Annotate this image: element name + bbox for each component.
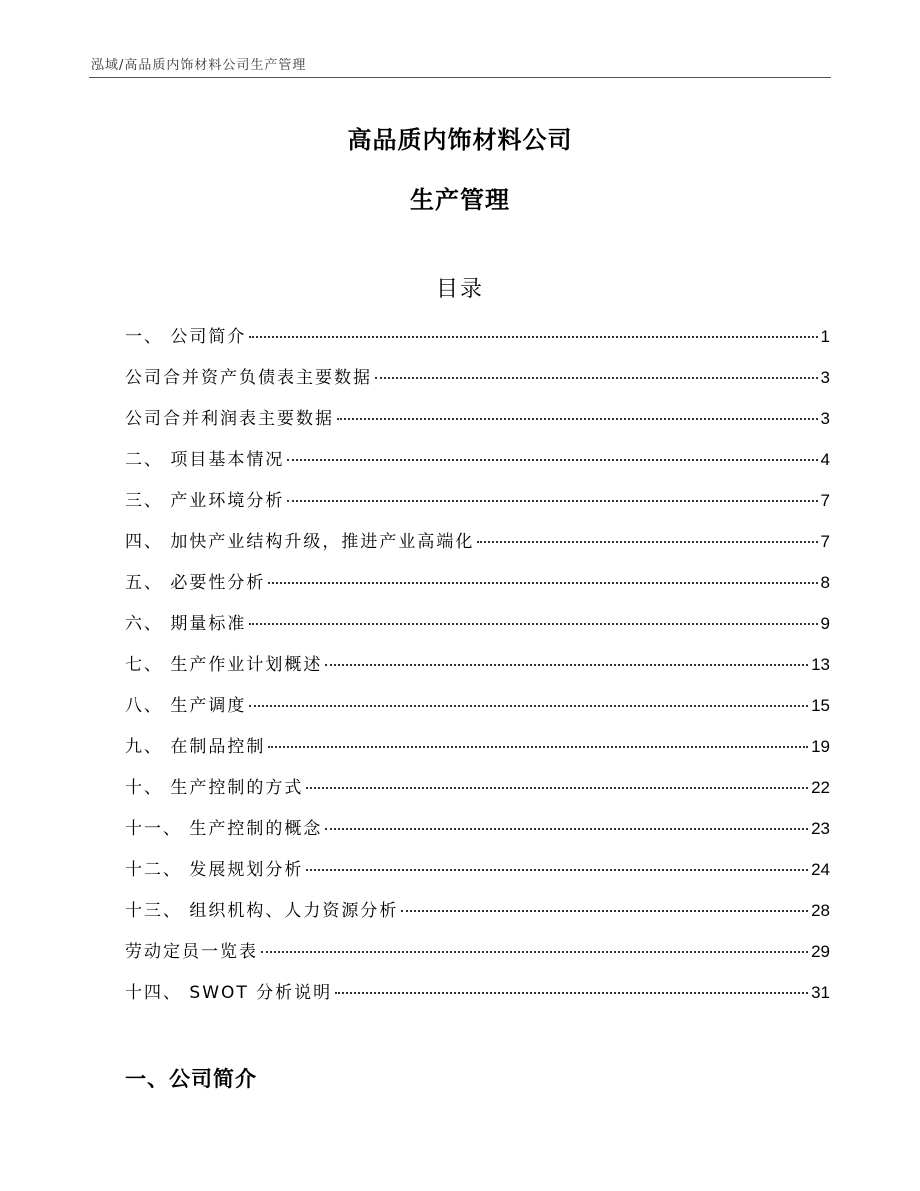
- toc-entry-label: 三、 产业环境分析: [125, 491, 285, 511]
- document-subtitle: 生产管理: [410, 186, 510, 214]
- toc-entry-label: 二、 项目基本情况: [125, 450, 285, 470]
- toc-leader-dots: [268, 582, 817, 584]
- toc-entry[interactable]: [125, 814, 830, 855]
- toc-entry-label: 五、 必要性分析: [125, 573, 266, 593]
- toc-entry-label: 八、 生产调度: [125, 696, 247, 716]
- toc-leader-dots: [337, 418, 818, 420]
- toc-leader-dots: [477, 541, 817, 543]
- toc-entry-label: 公司合并利润表主要数据: [125, 409, 334, 429]
- toc-entry[interactable]: [125, 773, 830, 814]
- toc-entry-label: 十一、 生产控制的概念: [125, 819, 323, 839]
- toc-entry[interactable]: [125, 896, 830, 937]
- toc-entry-label: 公司合并资产负债表主要数据: [125, 368, 372, 388]
- toc-entry[interactable]: [125, 568, 830, 609]
- toc-entry[interactable]: [125, 486, 830, 527]
- toc-leader-dots: [268, 746, 808, 748]
- toc-leader-dots: [306, 787, 808, 789]
- toc-entry-page: 8: [820, 573, 830, 592]
- toc-entry-label: 十四、 SWOT 分析说明: [125, 983, 333, 1003]
- toc-entry-page: 31: [811, 983, 830, 1002]
- toc-entry-page: 7: [820, 532, 830, 551]
- toc-entry-page: 9: [820, 614, 830, 633]
- toc-entry[interactable]: [125, 978, 830, 1019]
- toc-entry-label: 劳动定员一览表: [125, 942, 258, 962]
- toc-entry[interactable]: [125, 322, 830, 363]
- toc-entry-page: 3: [820, 368, 830, 387]
- toc-leader-dots: [325, 828, 808, 830]
- toc-leader-dots: [261, 951, 808, 953]
- toc-entry[interactable]: [125, 732, 830, 773]
- toc-entry-label: 四、 加快产业结构升级，推进产业高端化: [125, 532, 475, 552]
- toc-entry-label: 九、 在制品控制: [125, 737, 266, 757]
- toc-leader-dots: [325, 664, 808, 666]
- toc-entry[interactable]: [125, 445, 830, 486]
- toc-entry-page: 22: [811, 778, 830, 797]
- toc-leader-dots: [249, 623, 817, 625]
- toc-entry[interactable]: [125, 363, 830, 404]
- toc-entry-page: 24: [811, 860, 830, 879]
- toc-entry[interactable]: [125, 855, 830, 896]
- toc-entry-page: 1: [820, 327, 830, 346]
- toc-leader-dots: [306, 869, 808, 871]
- toc-leader-dots: [287, 459, 817, 461]
- toc-leader-dots: [249, 336, 817, 338]
- toc-leader-dots: [249, 705, 808, 707]
- toc-entry-page: 29: [811, 942, 830, 961]
- running-header: 泓域/高品质内饰材料公司生产管理: [91, 58, 307, 73]
- toc-entry[interactable]: [125, 650, 830, 691]
- toc-entry[interactable]: [125, 404, 830, 445]
- toc-heading: 目录: [435, 277, 484, 302]
- table-of-contents: [125, 322, 830, 1019]
- toc-entry-page: 3: [820, 409, 830, 428]
- toc-leader-dots: [335, 992, 808, 994]
- toc-entry-page: 23: [811, 819, 830, 838]
- toc-entry-label: 十二、 发展规划分析: [125, 860, 304, 880]
- toc-entry-page: 7: [820, 491, 830, 510]
- toc-entry-page: 4: [820, 450, 830, 469]
- toc-entry[interactable]: [125, 691, 830, 732]
- toc-entry-label: 六、 期量标准: [125, 614, 247, 634]
- toc-leader-dots: [401, 910, 808, 912]
- toc-entry-label: 七、 生产作业计划概述: [125, 655, 323, 675]
- toc-leader-dots: [287, 500, 817, 502]
- toc-entry[interactable]: [125, 609, 830, 650]
- toc-entry-label: 十三、 组织机构、人力资源分析: [125, 901, 399, 921]
- toc-entry-page: 13: [811, 655, 830, 674]
- toc-leader-dots: [375, 377, 818, 379]
- toc-entry-page: 28: [811, 901, 830, 920]
- toc-entry-label: 一、 公司简介: [125, 327, 247, 347]
- toc-entry-page: 15: [811, 696, 830, 715]
- toc-entry[interactable]: [125, 527, 830, 568]
- toc-entry-label: 十、 生产控制的方式: [125, 778, 304, 798]
- document-title: 高品质内饰材料公司: [347, 126, 573, 154]
- toc-entry[interactable]: [125, 937, 830, 978]
- toc-entry-page: 19: [811, 737, 830, 756]
- header-divider: [89, 77, 831, 78]
- section-heading: 一、公司简介: [125, 1067, 257, 1091]
